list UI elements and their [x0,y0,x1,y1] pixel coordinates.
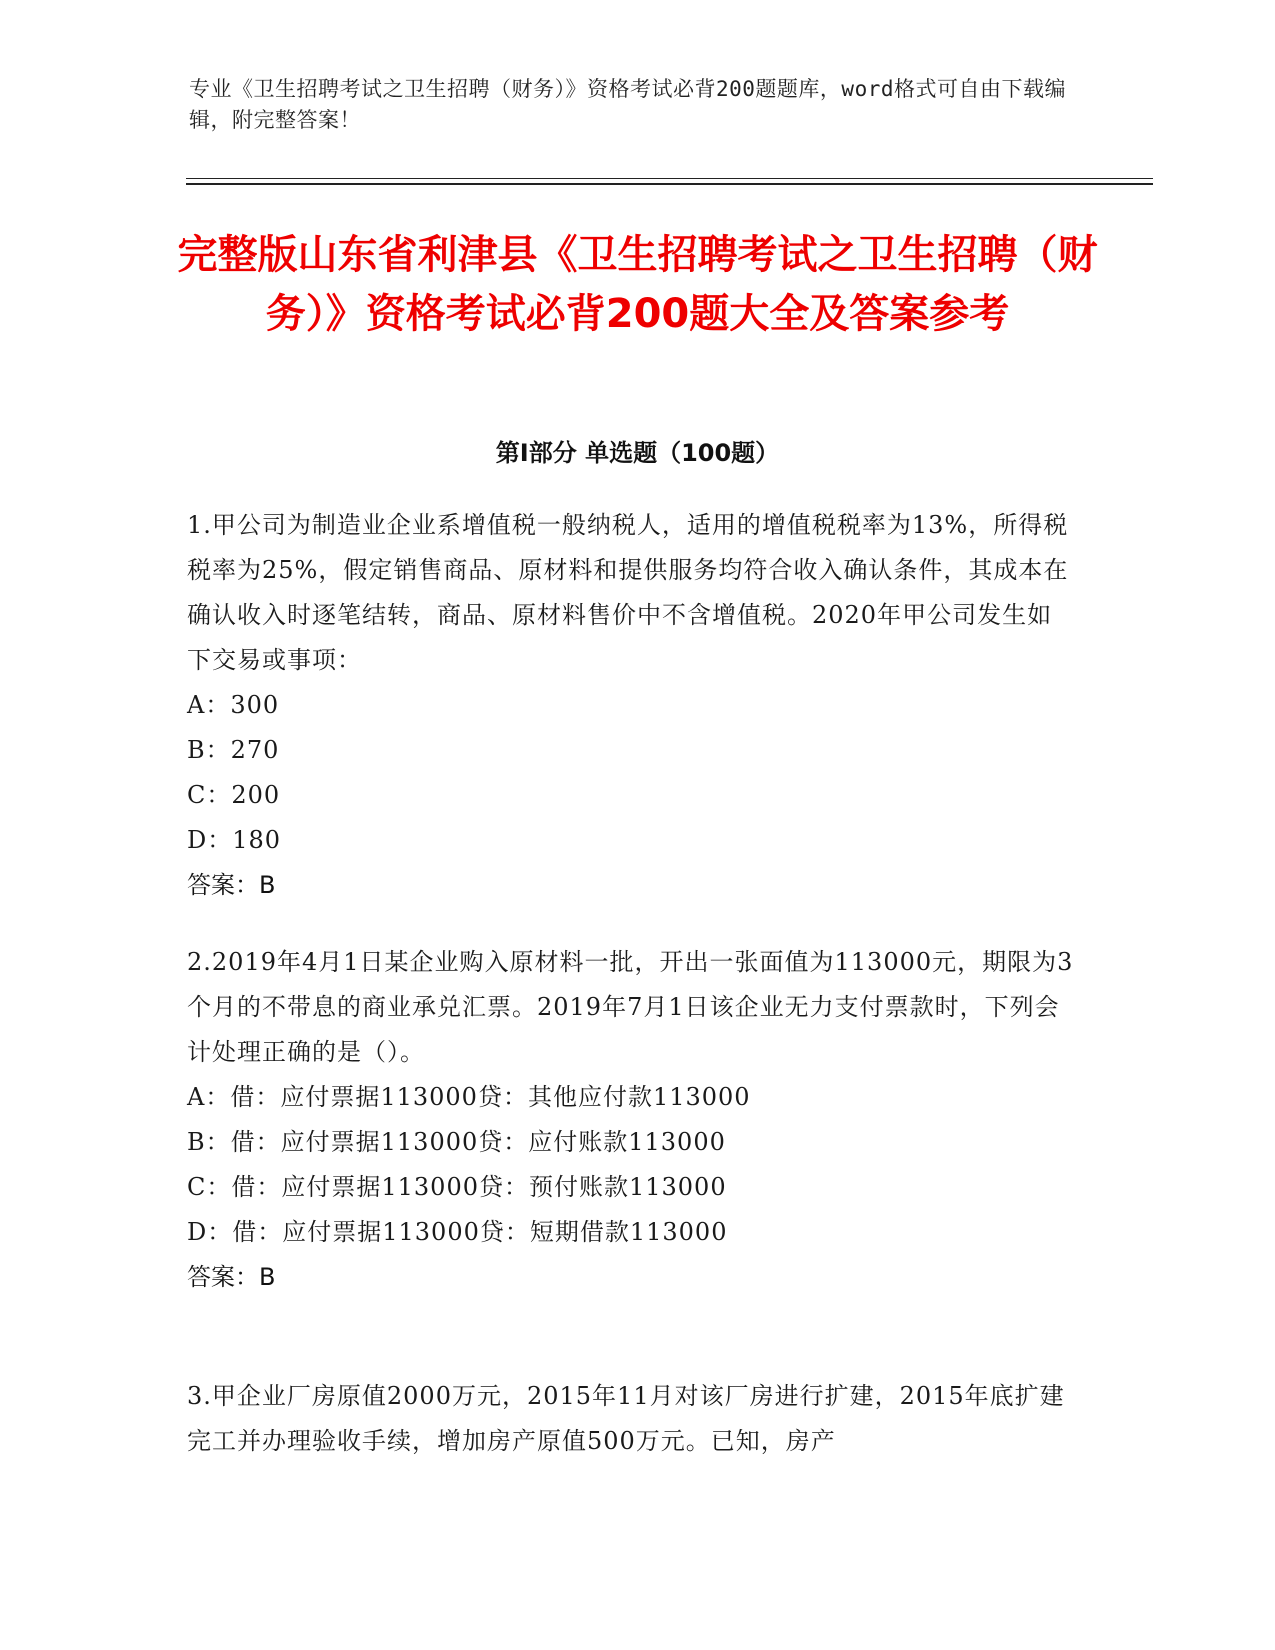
question-text: 3.甲企业厂房原值2000万元，2015年11月对该厂房进行扩建，2015年底扩建完工并办理验收手续，增加房产原值500万元。已知，房产 [187,1382,1065,1455]
option-c: C：借：应付票据113000贷：预付账款113000 [187,1173,727,1201]
header-note: 专业《卫生招聘考试之卫生招聘（财务）》资格考试必背200题题库，word格式可自由下载编辑，附完整答案！ [189,77,1066,132]
question-1 [187,503,1077,908]
option-d: D：借：应付票据113000贷：短期借款113000 [187,1218,728,1246]
option-d: D：180 [187,826,282,854]
question-3 [187,1374,1077,1464]
answer: 答案：B [187,1263,276,1291]
option-b: B：270 [187,736,280,764]
header-divider-thick [186,183,1153,185]
question-text: 1.甲公司为制造业企业系增值税一般纳税人，适用的增值税税率为13%，所得税税率为25%，假定销售商品、原材料和提供服务均符合收入确认条件，其成本在确认收入时逐笔结转，商品、原材料售价中不含增值税。2020年甲公司发生如下交易或事项： [187,511,1069,674]
option-a: A：借：应付票据113000贷：其他应付款113000 [187,1083,751,1111]
header-divider-thin [186,178,1153,179]
answer: 答案：B [187,871,276,899]
question-text: 2.2019年4月1日某企业购入原材料一批，开出一张面值为113000元，期限为3个月的不带息的商业承兑汇票。2019年7月1日该企业无力支付票款时，下列会计处理正确的是（）。 [187,948,1074,1066]
option-a: A：300 [187,691,280,719]
document-title: 完整版山东省利津县《卫生招聘考试之卫生招聘（财务）》资格考试必背200题大全及答案参考 [177,232,1098,337]
option-b: B：借：应付票据113000贷：应付账款113000 [187,1128,726,1156]
section-title: 第Ⅰ部分 单选题（100题） [495,439,780,467]
question-2 [187,940,1077,1300]
option-c: C：200 [187,781,281,809]
